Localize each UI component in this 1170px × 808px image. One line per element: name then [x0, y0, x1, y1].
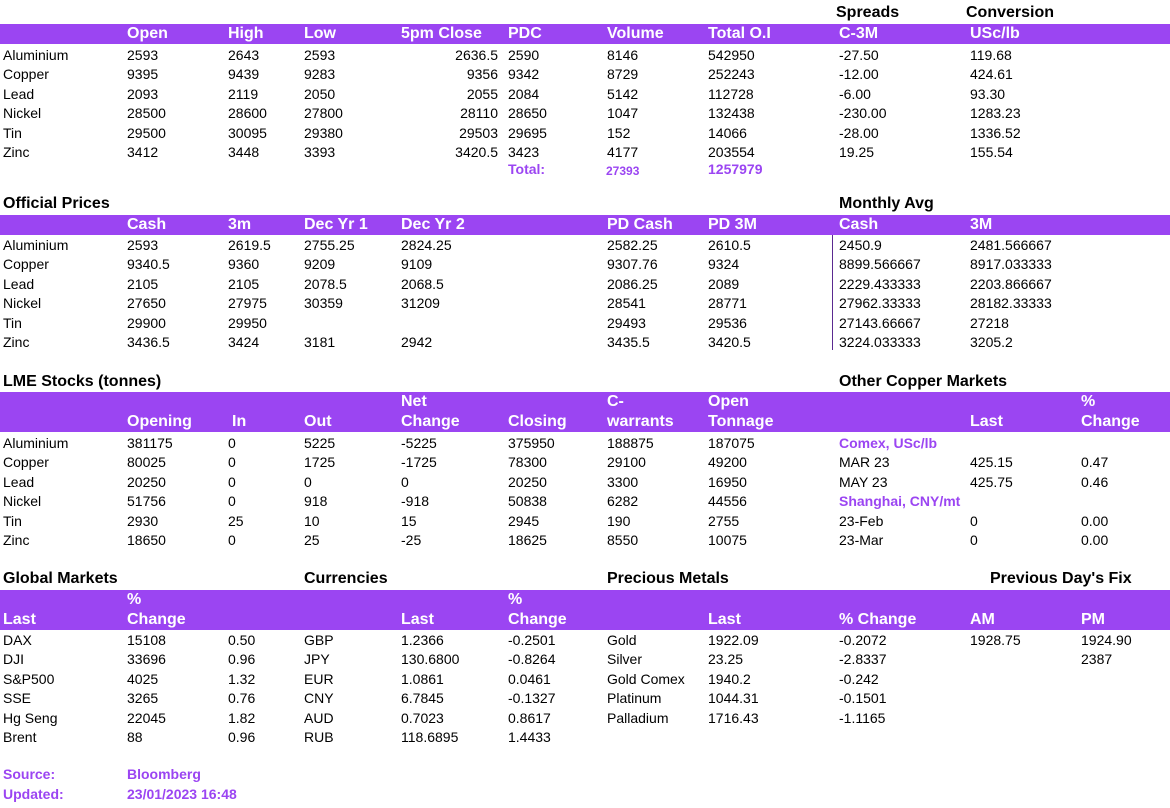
stocks-header-change: Change [1081, 413, 1140, 430]
precious-change: -0.2072 [839, 632, 887, 648]
metal-name: Aluminium [3, 237, 69, 253]
official-cell: 27143.66667 [839, 314, 921, 331]
base-cell: 93.30 [970, 85, 1006, 102]
fix-pm: 2387 [1081, 651, 1113, 668]
official-cell: 3424 [228, 334, 260, 350]
other-market-contract: MAY 23 [839, 473, 888, 490]
currency-code: JPY [304, 651, 330, 668]
market-change: 0.96 [228, 651, 256, 668]
official-cell: 3436.5 [127, 334, 170, 350]
metal-name: Lead [3, 473, 35, 490]
stocks-cell: -1725 [401, 454, 437, 471]
base-cell: 9439 [228, 66, 260, 83]
updated-label: Updated: [3, 786, 64, 802]
global-header-pm: PM [1081, 611, 1105, 628]
market-change: 1.32 [228, 670, 256, 687]
stocks-cell: 918 [304, 493, 328, 510]
stocks-cell: 0 [228, 454, 236, 471]
base-cell: 2590 [508, 47, 540, 63]
precious-metal-name: Gold Comex [607, 670, 685, 687]
stocks-cell: 50838 [508, 493, 547, 510]
official-cell: 2229.433333 [839, 275, 921, 292]
fix-am: 1928.75 [970, 632, 1021, 648]
stocks-header-opening: Opening [127, 413, 192, 430]
base-cell: 4177 [607, 144, 639, 160]
market-last: 22045 [127, 709, 166, 726]
base-header-usc-lb: USc/lb [970, 25, 1020, 42]
market-name: S&P500 [3, 670, 55, 687]
currency-last: 1.2366 [401, 632, 444, 648]
official-cell: 2105 [228, 275, 260, 292]
other-market-change: 0.00 [1081, 532, 1109, 548]
official-cell: 2450.9 [839, 237, 882, 253]
base-cell: -28.00 [839, 124, 879, 141]
precious-last: 1940.2 [708, 670, 751, 687]
source-value: Bloomberg [127, 766, 201, 782]
official-cell: 27962.33333 [839, 295, 921, 312]
stocks-cell: 1725 [304, 454, 336, 471]
official-cell: 3420.5 [708, 334, 751, 350]
source-label: Source: [3, 766, 56, 782]
base-cell: 252243 [708, 66, 755, 83]
global-header-last: Last [401, 611, 434, 628]
stocks-cell: 0 [228, 493, 236, 510]
official-cell: 2755.25 [304, 237, 355, 253]
stocks-cell: 29100 [607, 454, 646, 471]
stocks-cell: 18625 [508, 532, 547, 548]
other-market-last: 0 [970, 532, 978, 548]
currency-last: 118.6895 [401, 729, 459, 745]
global-header-am: AM [970, 611, 995, 628]
stocks-cell: 187075 [708, 435, 755, 451]
stocks-cell: 16950 [708, 473, 747, 490]
official-cell: 2582.25 [607, 237, 658, 253]
global-header-last: Last [708, 611, 741, 628]
metal-name: Lead [3, 85, 35, 102]
base-cell: 28110 [460, 105, 498, 122]
stocks-cell: -5225 [401, 435, 437, 451]
official-cell: 27975 [228, 295, 267, 312]
base-cell: 29695 [508, 124, 547, 141]
stocks-cell: 0 [228, 473, 236, 490]
global-header-top: % [508, 591, 523, 608]
base-cell: 2593 [304, 47, 336, 63]
stocks-cell: 5225 [304, 435, 336, 451]
stocks-cell: 3300 [607, 473, 639, 490]
stocks-header-top: C- [607, 393, 624, 410]
stocks-cell: 25 [228, 512, 244, 529]
global-header-last: Last [3, 611, 36, 628]
base-cell: 119.68 [970, 47, 1012, 63]
base-cell: 19.25 [839, 144, 875, 160]
stocks-cell: 51756 [127, 493, 166, 510]
updated-value: 23/01/2023 16:48 [127, 786, 237, 802]
stocks-header-in: In [232, 413, 247, 430]
base-header-pdc: PDC [508, 25, 542, 42]
currency-code: RUB [304, 729, 334, 745]
base-header-total-o-i: Total O.I [708, 25, 771, 42]
metal-name: Aluminium [3, 47, 69, 63]
official-cell: 2942 [401, 334, 433, 350]
official-cell: 2089 [708, 275, 740, 292]
other-market-last: 0 [970, 512, 978, 529]
currencies-title: Currencies [304, 570, 388, 587]
base-cell: 29503 [459, 124, 498, 141]
stocks-cell: 20250 [508, 473, 547, 490]
precious-change: -0.242 [839, 670, 879, 687]
precious-last: 23.25 [708, 651, 744, 668]
metal-name: Nickel [3, 493, 42, 510]
global-header-change: Change [508, 611, 567, 628]
base-cell: 542950 [708, 47, 755, 63]
metal-name: Zinc [3, 334, 30, 350]
stocks-cell: 0 [228, 435, 236, 451]
stocks-cell: 188875 [607, 435, 654, 451]
base-cell: 2643 [228, 47, 260, 63]
market-last: 4025 [127, 670, 159, 687]
currency-change: 0.8617 [508, 709, 551, 726]
market-name: Hg Seng [3, 709, 58, 726]
stocks-cell: 18650 [127, 532, 166, 548]
stocks-cell: 15 [401, 512, 417, 529]
stocks-cell: 10 [304, 512, 320, 529]
stocks-cell: 20250 [127, 473, 166, 490]
previous-fix-title: Previous Day's Fix [990, 570, 1132, 587]
market-name: Brent [3, 729, 37, 745]
base-header-high: High [228, 25, 264, 42]
official-cell: 8917.033333 [970, 256, 1052, 273]
base-header-c-3m: C-3M [839, 25, 879, 42]
official-cell: 27218 [970, 314, 1009, 331]
official-cell: 29900 [127, 314, 166, 331]
other-copper-title: Other Copper Markets [839, 373, 1008, 390]
official-header-bar [0, 215, 1170, 235]
currency-code: GBP [304, 632, 334, 648]
base-cell: 424.61 [970, 66, 1013, 83]
other-market-change: 0.00 [1081, 512, 1109, 529]
base-cell: 1336.52 [970, 124, 1021, 141]
market-change: 0.96 [228, 729, 256, 745]
stocks-header-top: % [1081, 393, 1096, 410]
metal-name: Tin [3, 512, 22, 529]
currency-code: EUR [304, 670, 334, 687]
base-cell: 28500 [127, 105, 166, 122]
official-cell: 28541 [607, 295, 646, 312]
global-markets-title: Global Markets [3, 570, 118, 587]
base-header-5pm-close: 5pm Close [401, 25, 482, 42]
official-cell: 2619.5 [228, 237, 271, 253]
base-cell: 2055 [466, 85, 498, 102]
stocks-cell: 0 [304, 473, 312, 490]
monthly-avg-title: Monthly Avg [839, 195, 934, 212]
stocks-cell: -25 [401, 532, 422, 548]
precious-metal-name: Platinum [607, 690, 662, 707]
official-header-3m: 3M [970, 216, 993, 233]
market-change: 0.50 [228, 632, 256, 648]
stocks-cell: 49200 [708, 454, 747, 471]
currency-change: -0.2501 [508, 632, 556, 648]
metal-name: Zinc [3, 532, 30, 548]
stocks-header-last: Last [970, 413, 1003, 430]
base-cell: 9342 [508, 66, 540, 83]
official-cell: 3205.2 [970, 334, 1013, 350]
base-cell: 1283.23 [970, 105, 1021, 122]
base-header-low: Low [304, 25, 336, 42]
stocks-cell: 0 [228, 532, 236, 548]
official-cell: 29950 [228, 314, 267, 331]
official-cell: 29536 [708, 314, 747, 331]
base-cell: -27.50 [839, 47, 879, 63]
currency-code: CNY [304, 690, 334, 707]
official-cell: 9340.5 [127, 256, 170, 273]
precious-last: 1044.31 [708, 690, 759, 707]
base-cell: 9283 [304, 66, 336, 83]
conversion-label: Conversion [966, 4, 1055, 21]
base-cell: 9395 [127, 66, 159, 83]
precious-metal-name: Gold [607, 632, 637, 648]
stocks-cell: 6282 [607, 493, 639, 510]
market-name: SSE [3, 690, 32, 707]
other-market-last: 425.15 [970, 454, 1013, 471]
base-cell: 2093 [127, 85, 159, 102]
official-cell: 2086.25 [607, 275, 658, 292]
currency-change: -0.1327 [508, 690, 556, 707]
official-header-cash: Cash [839, 216, 879, 233]
stocks-title: LME Stocks (tonnes) [3, 373, 162, 390]
stocks-header-closing: Closing [508, 413, 567, 430]
market-last: 33696 [127, 651, 166, 668]
metal-name: Tin [3, 314, 22, 331]
base-cell: 3412 [127, 144, 159, 160]
other-market-change: 0.47 [1081, 454, 1109, 471]
base-cell: 2084 [508, 85, 540, 102]
official-cell: 28771 [708, 295, 747, 312]
official-cell: 31209 [401, 295, 440, 312]
official-cell: 3435.5 [607, 334, 650, 350]
base-cell: 8146 [607, 47, 639, 63]
spreads-label: Spreads [836, 4, 900, 21]
market-change: 0.76 [228, 690, 256, 707]
currency-change: -0.8264 [508, 651, 556, 668]
currency-last: 130.6800 [401, 651, 460, 668]
official-header-pd-cash: PD Cash [607, 216, 673, 233]
official-cell: 8899.566667 [839, 256, 921, 273]
market-name: DJI [3, 651, 24, 668]
currency-last: 0.7023 [401, 709, 444, 726]
official-cell: 2068.5 [401, 275, 444, 292]
base-cell: 2050 [304, 85, 336, 102]
currency-last: 6.7845 [401, 690, 444, 707]
official-cell: 9109 [401, 256, 433, 273]
base-cell: 112728 [708, 85, 754, 102]
stocks-header-top: Open [708, 393, 749, 410]
official-cell: 9360 [228, 256, 260, 273]
market-name: DAX [3, 632, 32, 648]
stocks-cell: 44556 [708, 493, 747, 510]
fix-pm: 1924.90 [1081, 632, 1132, 648]
stocks-cell: 8550 [607, 532, 639, 548]
official-prices-title: Official Prices [3, 195, 110, 212]
currency-code: AUD [304, 709, 334, 726]
monthly-divider [832, 235, 833, 350]
base-cell: 3420.5 [455, 144, 498, 160]
total-label: Total: [508, 161, 546, 177]
stocks-cell: 2755 [708, 512, 740, 529]
official-cell: 9209 [304, 256, 336, 273]
market-last: 3265 [127, 690, 159, 707]
base-cell: 2636.5 [455, 47, 498, 63]
stocks-cell: 80025 [127, 454, 166, 471]
currency-last: 1.0861 [401, 670, 444, 687]
other-market-group: Shanghai, CNY/mt [839, 493, 961, 510]
stocks-cell: -918 [401, 493, 430, 510]
official-cell: 9324 [708, 256, 740, 273]
stocks-header-warrants: warrants [607, 413, 674, 430]
market-last: 15108 [127, 632, 166, 648]
metal-name: Copper [3, 454, 49, 471]
stocks-header-change: Change [401, 413, 460, 430]
base-cell: 28650 [508, 105, 547, 122]
market-last: 88 [127, 729, 143, 745]
base-cell: 152 [607, 124, 631, 141]
precious-last: 1922.09 [708, 632, 759, 648]
base-cell: 132438 [708, 105, 755, 122]
precious-change: -0.1501 [839, 690, 887, 707]
official-cell: 2078.5 [304, 275, 347, 292]
official-header-cash: Cash [127, 216, 167, 233]
metal-name: Lead [3, 275, 35, 292]
stocks-cell: 375950 [508, 435, 555, 451]
metal-name: Nickel [3, 295, 42, 312]
other-market-contract: 23-Feb [839, 512, 884, 529]
base-cell: 3423 [508, 144, 540, 160]
currency-change: 1.4433 [508, 729, 551, 745]
other-market-contract: 23-Mar [839, 532, 884, 548]
base-cell: 5142 [607, 85, 639, 102]
official-cell: 2593 [127, 237, 159, 253]
base-cell: 30095 [228, 124, 267, 141]
stocks-cell: 2930 [127, 512, 159, 529]
metal-name: Zinc [3, 144, 30, 160]
official-cell: 28182.33333 [970, 295, 1052, 312]
base-cell: 3393 [304, 144, 336, 160]
metal-name: Tin [3, 124, 22, 141]
official-cell: 30359 [304, 295, 343, 312]
base-cell: 27800 [304, 105, 343, 122]
base-cell: 1047 [607, 105, 639, 122]
precious-metals-title: Precious Metals [607, 570, 729, 587]
base-cell: 2119 [228, 85, 259, 102]
total-volume: 27393 [606, 164, 640, 178]
global-header-top: % [127, 591, 142, 608]
stocks-cell: 2945 [508, 512, 540, 529]
official-cell: 3224.033333 [839, 334, 921, 350]
official-cell: 2481.566667 [970, 237, 1052, 253]
precious-last: 1716.43 [708, 709, 759, 726]
stocks-header-top: Net [401, 393, 427, 410]
official-cell: 2105 [127, 275, 159, 292]
metal-name: Aluminium [3, 435, 69, 451]
base-cell: 28600 [228, 105, 267, 122]
precious-change: -2.8337 [839, 651, 887, 668]
global-header-change: Change [127, 611, 186, 628]
stocks-cell: 190 [607, 512, 631, 529]
official-cell: 2610.5 [708, 237, 751, 253]
base-cell: 2593 [127, 47, 159, 63]
base-cell: 9356 [466, 66, 498, 83]
global-header-change: % Change [839, 611, 917, 628]
other-market-group: Comex, USc/lb [839, 435, 938, 451]
base-cell: 29380 [304, 124, 343, 141]
market-change: 1.82 [228, 709, 256, 726]
stocks-header-out: Out [304, 413, 332, 430]
other-market-change: 0.46 [1081, 473, 1109, 490]
official-cell: 9307.76 [607, 256, 658, 273]
official-cell: 2203.866667 [970, 275, 1052, 292]
base-header-volume: Volume [607, 25, 664, 42]
currency-change: 0.0461 [508, 670, 551, 687]
base-header-open: Open [127, 25, 168, 42]
stocks-cell: 381175 [127, 435, 173, 451]
base-cell: 29500 [127, 124, 166, 141]
stocks-cell: 0 [401, 473, 409, 490]
base-cell: -12.00 [839, 66, 879, 83]
base-cell: 155.54 [970, 144, 1013, 160]
precious-metal-name: Silver [607, 651, 643, 668]
official-header-dec-yr-1: Dec Yr 1 [304, 216, 368, 233]
precious-metal-name: Palladium [607, 709, 669, 726]
other-market-last: 425.75 [970, 473, 1013, 490]
total-oi: 1257979 [708, 161, 763, 177]
metal-name: Copper [3, 256, 49, 273]
metal-name: Nickel [3, 105, 42, 122]
base-cell: -6.00 [839, 85, 871, 102]
stocks-header-tonnage: Tonnage [708, 413, 774, 430]
other-market-contract: MAR 23 [839, 454, 890, 471]
base-cell: 14066 [708, 124, 747, 141]
official-cell: 29493 [607, 314, 646, 331]
base-cell: 203554 [708, 144, 755, 160]
metal-name: Copper [3, 66, 49, 83]
official-header-3m: 3m [228, 216, 252, 233]
official-header-pd-3m: PD 3M [708, 216, 757, 233]
base-cell: -230.00 [839, 105, 887, 122]
official-cell: 3181 [304, 334, 336, 350]
stocks-cell: 10075 [708, 532, 747, 548]
stocks-cell: 78300 [508, 454, 547, 471]
official-header-dec-yr-2: Dec Yr 2 [401, 216, 465, 233]
official-cell: 27650 [127, 295, 166, 312]
base-cell: 8729 [607, 66, 639, 83]
precious-change: -1.1165 [839, 709, 886, 726]
base-cell: 3448 [228, 144, 260, 160]
official-cell: 2824.25 [401, 237, 452, 253]
stocks-cell: 25 [304, 532, 320, 548]
